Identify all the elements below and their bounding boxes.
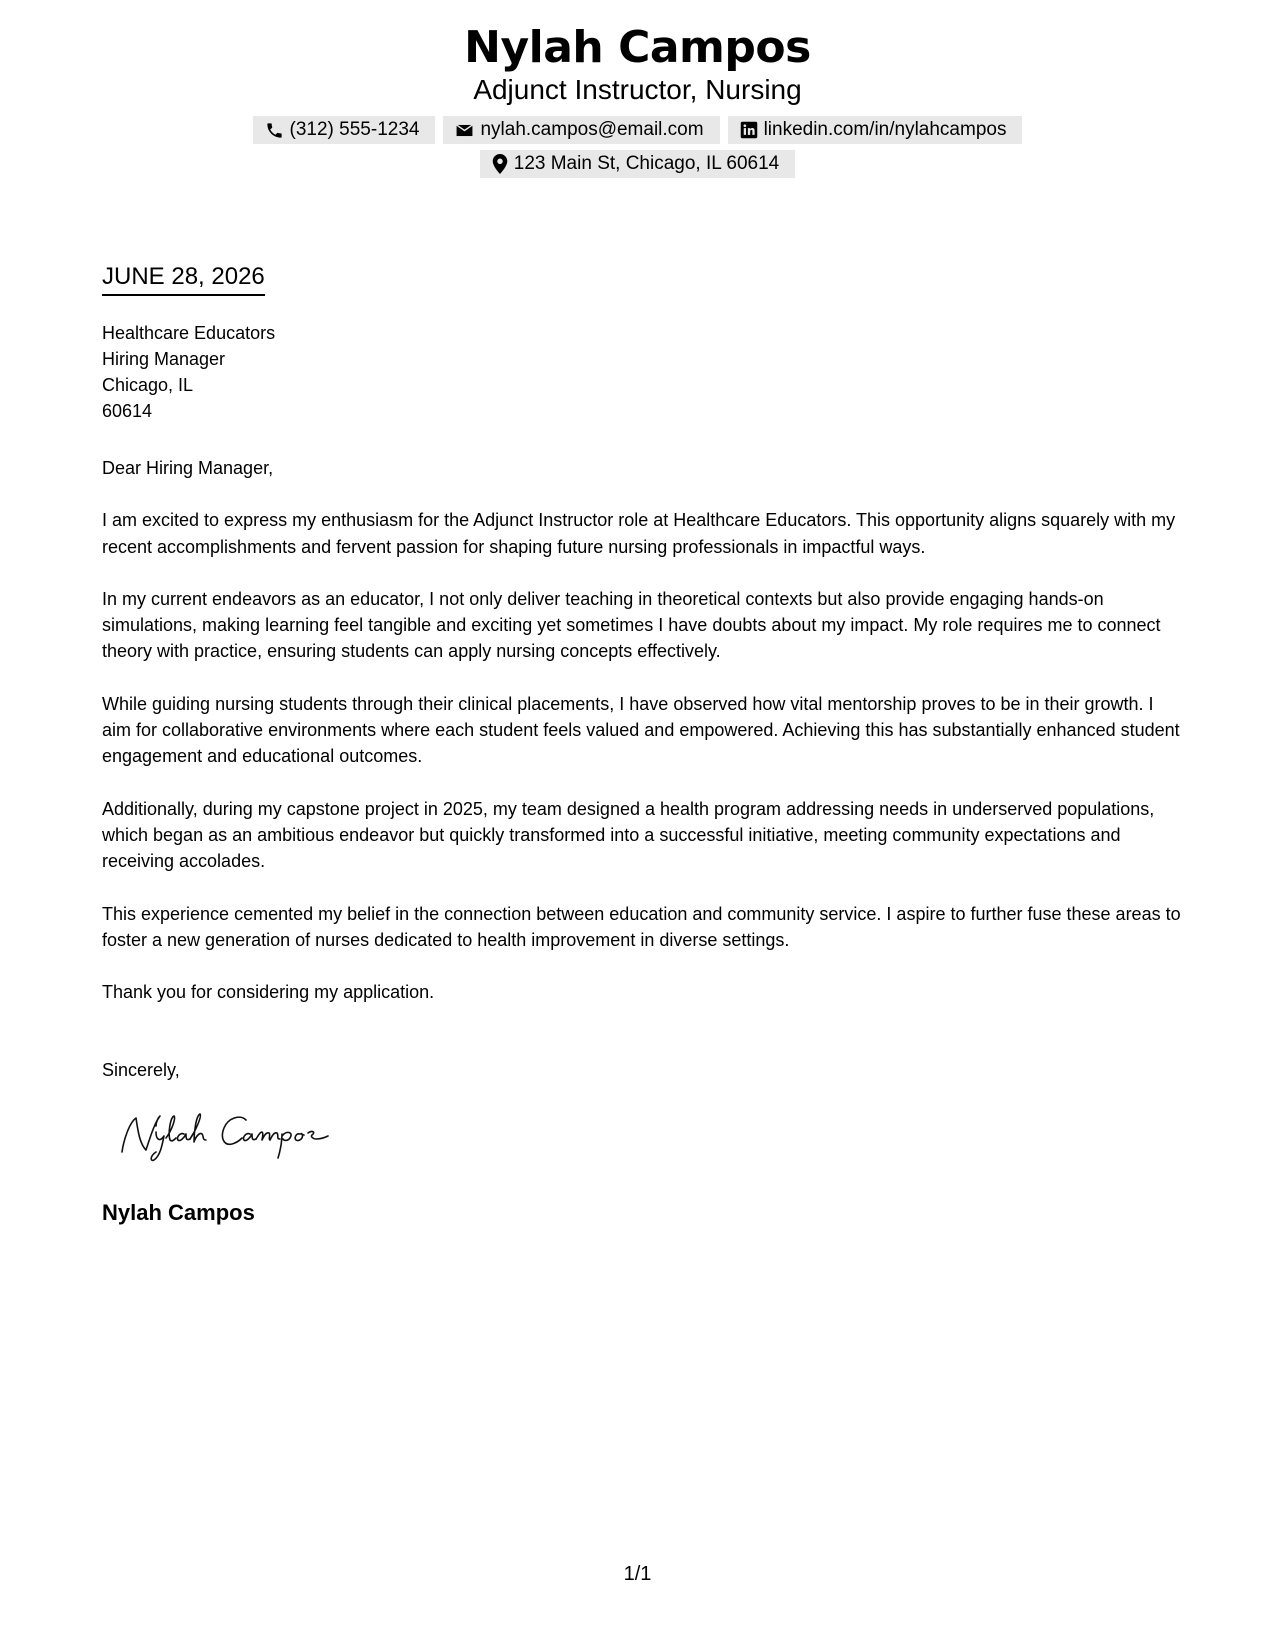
signer-name: Nylah Campos [102,1200,255,1225]
paragraph: Additionally, during my capstone project in 2025, my team designed a health program addressing needs in underserved populations, which began as an ambitious endeavor but quickly transformed into a successful initiative, meeting community expectations and receiving accolades. [102,798,1155,872]
paragraph: This experience cemented my belief in the connection between education and community service. I aspire to further fuse these areas to foster a new generation of nurses dedicated to health improvement in diverse settings. [102,903,1181,950]
address-text: 123 Main St, Chicago, IL 60614 [513,153,780,174]
recipient-company: Healthcare Educators [102,323,276,343]
job-title: Adjunct Instructor, Nursing [473,74,802,105]
paragraph: In my current endeavors as an educator, I not only deliver teaching in theoretical contexts but also provide engaging hands-on simulations, making learning feel tangible and exciting yet sometimes I have doubts about my impact. My role requires me to connect theory with practice, ensuring students can apply nursing concepts effectively. [102,588,1161,662]
paragraph: Thank you for considering my application. [102,982,435,1003]
paragraph: I am excited to express my enthusiasm for the Adjunct Instructor role at Healthcare Educators. This opportunity aligns squarely with my recent accomplishments and fervent passion for shaping future nursing professionals in impactful ways. [102,510,1176,557]
applicant-name: Nylah Campos [464,22,811,73]
email-chip[interactable] [443,116,719,144]
linkedin-text: linkedin.com/in/nylahcampos [763,119,1007,140]
letterhead [0,22,1275,178]
page-number: 1/1 [623,1563,652,1585]
paragraph: While guiding nursing students through their clinical placements, I have observed how vital mentorship proves to be in their growth. I aim for collaborative environments where each student feels valued and empowered. Achieving this has substantially enhanced student engagement and educational outcomes. [102,693,1180,767]
map-pin-icon [492,154,508,174]
linkedin-chip[interactable] [728,116,1023,144]
salutation: Dear Hiring Manager, [102,458,274,478]
envelope-icon [455,121,474,140]
address-chip [480,150,795,178]
recipient-title: Hiring Manager [102,349,226,369]
contact-row [0,116,1275,144]
address-row [0,150,1275,178]
recipient-zip: 60614 [102,401,153,421]
letter-body [102,455,1182,1031]
phone-chip [253,116,436,144]
handwritten-signature [116,1108,346,1164]
linkedin-icon [740,121,758,139]
recipient-block [102,320,275,424]
phone-text: (312) 555-1234 [289,119,420,140]
letter-date: JUNE 28, 2026 [102,262,265,296]
phone-icon [265,121,284,140]
closing: Sincerely, [102,1060,180,1080]
email-text: nylah.campos@email.com [480,119,704,140]
recipient-city: Chicago, IL [102,375,194,395]
